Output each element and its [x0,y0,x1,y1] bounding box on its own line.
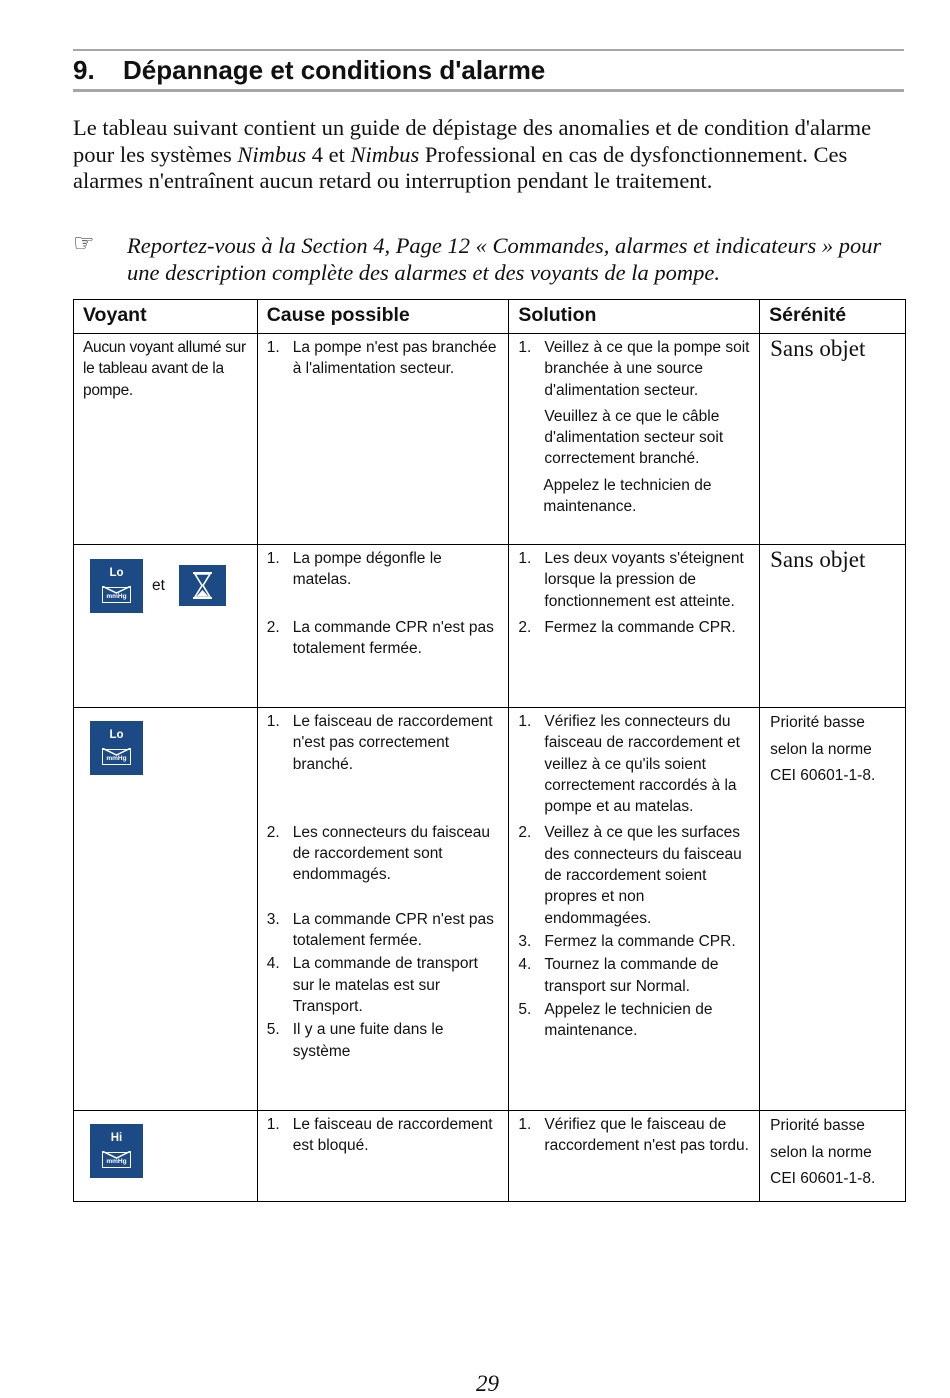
and-label: et [152,577,165,594]
intro-text-2: 4 et [306,141,351,167]
reference-note [73,233,905,286]
table-row [74,545,906,708]
section-heading [73,53,904,87]
header-cause: Cause possible [257,300,509,334]
voyant-cell [74,334,258,545]
pointing-hand-icon: ☞ [73,231,95,257]
solution-cell [509,1111,760,1202]
serenite-cell [760,708,906,1111]
solution-paragraph: Appelez le technicien de maintenance. [543,476,712,516]
intro-paragraph [73,115,905,195]
serenite-cell [760,1111,906,1202]
reference-note-text: Reportez-vous à la Section 4, Page 12 « Commandes, alarmes et indicateurs » pour une description complète des alarmes et des voyants de la pompe. [127,233,882,285]
heading-bottom-rule [73,89,904,92]
list-item: 2. Veillez à ce que les surfaces des connecteurs du faisceau de raccordement soient propres et non endommagées. [518,824,742,927]
voyant-cell [74,1111,258,1202]
list-item: 1. Vérifiez les connecteurs du faisceau de raccordement et veillez à ce qu'ils soient correctement raccordés à la pompe et au matelas. [518,713,740,816]
list-item: 5. Il y a une fuite dans le système [266,1021,444,1060]
list-item: 3. Fermez la commande CPR. [518,932,736,950]
pressure-low-indicator-icon: Lo mmHg [90,559,143,613]
header-solution: Solution [509,300,760,334]
list-item: 3. La commande CPR n'est pas totalement fermée. [266,910,494,950]
list-item: 2. Les connecteurs du faisceau de raccordement sont endommagés. [266,823,491,884]
section-title: Dépannage et conditions d'alarme [123,55,546,85]
table-row [74,1111,906,1202]
list-item: 1. La pompe n'est pas branchée à l'alimentation secteur. [266,339,497,378]
serenite-cell [760,545,906,708]
solution-cell [509,708,760,1111]
header-serenite: Sérénité [760,300,906,334]
list-item: 1. Les deux voyants s'éteignent lorsque la pression de fonctionnement est atteinte. [518,550,744,610]
serenite-text: Priorité basse selon la norme CEI 60601-1-8. [770,1117,876,1187]
voyant-cell [74,708,258,1111]
table-row [74,334,906,545]
solution-paragraph: Veuillez à ce que le câble d'alimentation secteur soit correctement branché. [544,407,724,468]
solution-cell [509,545,760,708]
list-item: 1. Le faisceau de raccordement est bloqué. [266,1116,493,1155]
list-item: 4. Tournez la commande de transport sur Normal. [518,956,719,995]
cause-cell [257,1111,509,1202]
page-number: 29 [476,1371,499,1396]
list-item: 1. Vérifiez que le faisceau de raccordement n'est pas tordu. [518,1116,749,1155]
table-header-row [74,300,906,334]
hourglass-icon [179,565,226,606]
list-item: 1. Le faisceau de raccordement n'est pas correctement branché. [266,713,493,773]
solution-cell [509,334,760,545]
list-item: 2. Fermez la commande CPR. [518,618,736,636]
serenite-text: Sans objet [770,547,866,572]
list-item: 2. La commande CPR n'est pas totalement fermée. [266,618,494,657]
intro-text-1: Le tableau suivant contient un guide de dépistage des anomalies et de condition d'alarme pour les systèmes [73,115,872,167]
list-item: 4. La commande de transport sur le matelas est sur Transport. [266,955,478,1015]
heading-top-rule [73,49,904,51]
cause-cell [257,334,509,545]
table-row [74,708,906,1111]
intro-product-name-1: Nimbus [237,141,307,167]
list-item: 5. Appelez le technicien de maintenance. [518,1000,713,1040]
voyant-text: Aucun voyant allumé sur le tableau avant de la pompe. [83,339,246,399]
intro-text-3: Professional en cas de dysfonctionnement. Ces alarmes n'entraînent aucun retard ou interruption pendant le traitement. [73,141,848,193]
intro-product-name-2: Nimbus [350,141,420,167]
pressure-low-indicator-icon: Lo mmHg [90,721,143,775]
serenite-cell [760,334,906,545]
section-number: 9. [73,55,95,85]
list-item: 1. La pompe dégonfle le matelas. [266,550,442,589]
pressure-high-indicator-icon: Hi mmHg [90,1124,143,1178]
cause-cell [257,708,509,1111]
list-item: 1. Veillez à ce que la pompe soit branchée à une source d'alimentation secteur. [518,339,750,399]
header-voyant: Voyant [74,300,258,334]
alarm-table [73,299,906,1202]
cause-cell [257,545,509,708]
serenite-text: Sans objet [770,336,866,361]
serenite-text: Priorité basse selon la norme CEI 60601-1-8. [770,714,876,784]
voyant-cell [74,545,258,708]
